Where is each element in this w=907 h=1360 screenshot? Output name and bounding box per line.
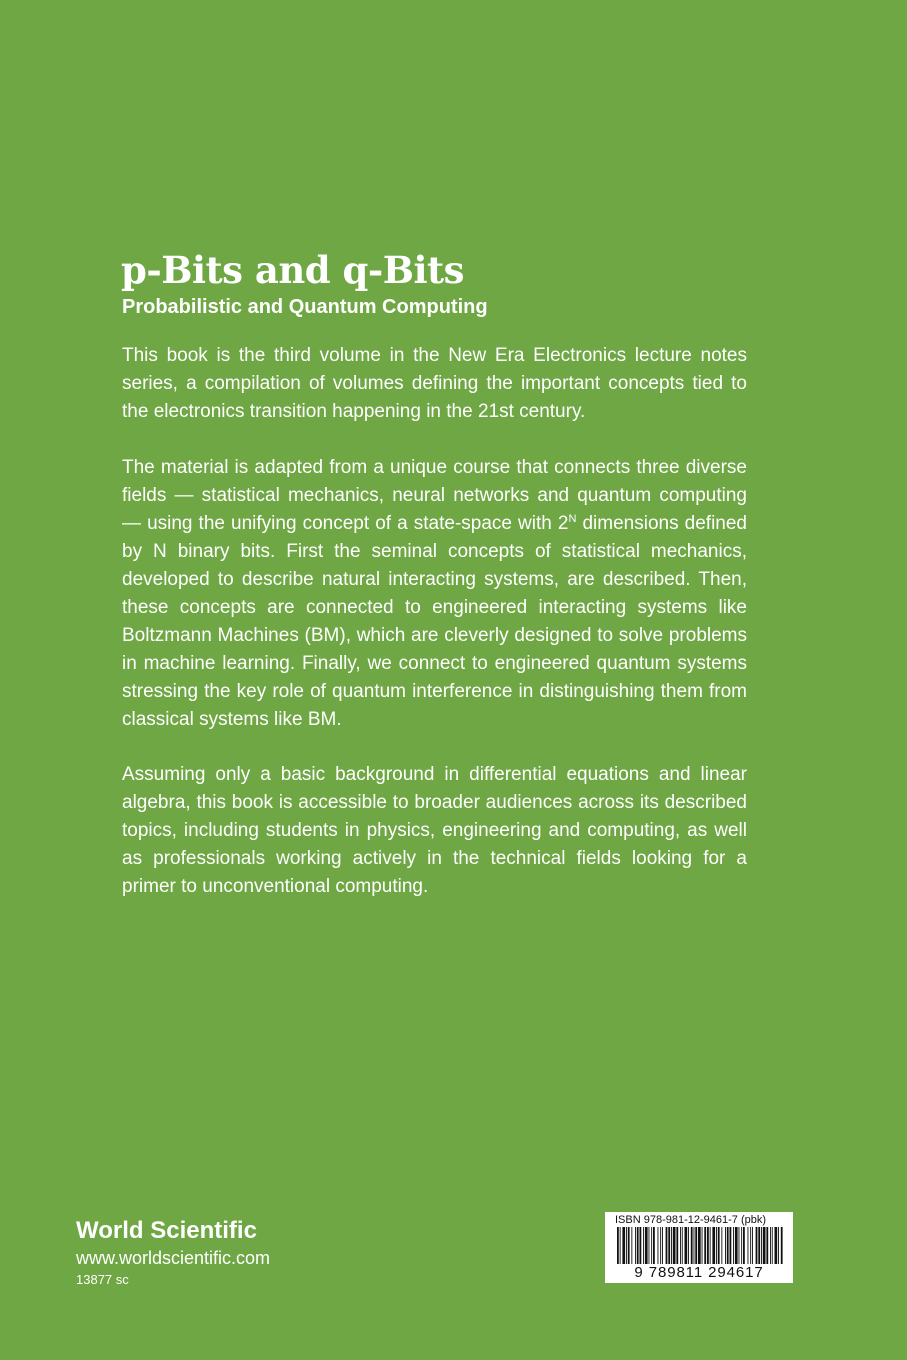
isbn-barcode	[605, 1212, 793, 1283]
description-paragraph-2-part-1: The material is adapted from a unique course that connects three diverse fields — statistical mechanics, neural networks and quantum computing — using the unifying concept of a state-space with 2	[122, 457, 747, 534]
book-title: p-Bits and q-Bits	[121, 248, 464, 292]
publisher-block	[76, 1216, 270, 1290]
book-subtitle: Probabilistic and Quantum Computing	[122, 296, 488, 318]
publisher-code: 13877 sc	[76, 1272, 129, 1287]
description-paragraph-1: This book is the third volume in the New Era Electronics lecture notes series, a compilation of volumes defining the important concepts tied to the electronics transition happening in the 21st century.	[122, 345, 747, 422]
superscript-n: N	[568, 513, 577, 525]
publisher-name: World Scientific	[76, 1217, 257, 1244]
description-paragraph-2-part-2: dimensions defined by N binary bits. First the seminal concepts of statistical mechanics, developed to describe natural interacting systems, are described. Then, these concepts are connected to engineered interacting systems like Boltzmann Machines (BM), which are cleverly designed to solve problems in machine learning. Finally, we connect to engineered quantum systems stressing the key role of quantum interference in distinguishing them from classical systems like BM.	[122, 513, 747, 730]
isbn-label: ISBN 978-981-12-9461-7 (pbk)	[615, 1214, 767, 1226]
description-paragraph-2	[122, 454, 747, 734]
barcode-digits: 9 789811 294617	[605, 1264, 793, 1282]
publisher-url: www.worldscientific.com	[76, 1248, 271, 1268]
description-paragraph-3: Assuming only a basic background in differential equations and linear algebra, this book is accessible to broader audiences across its described topics, including students in physics, engineering and computing, as well as professionals working actively in the technical fields looking for a primer to unconventional computing.	[122, 764, 747, 897]
